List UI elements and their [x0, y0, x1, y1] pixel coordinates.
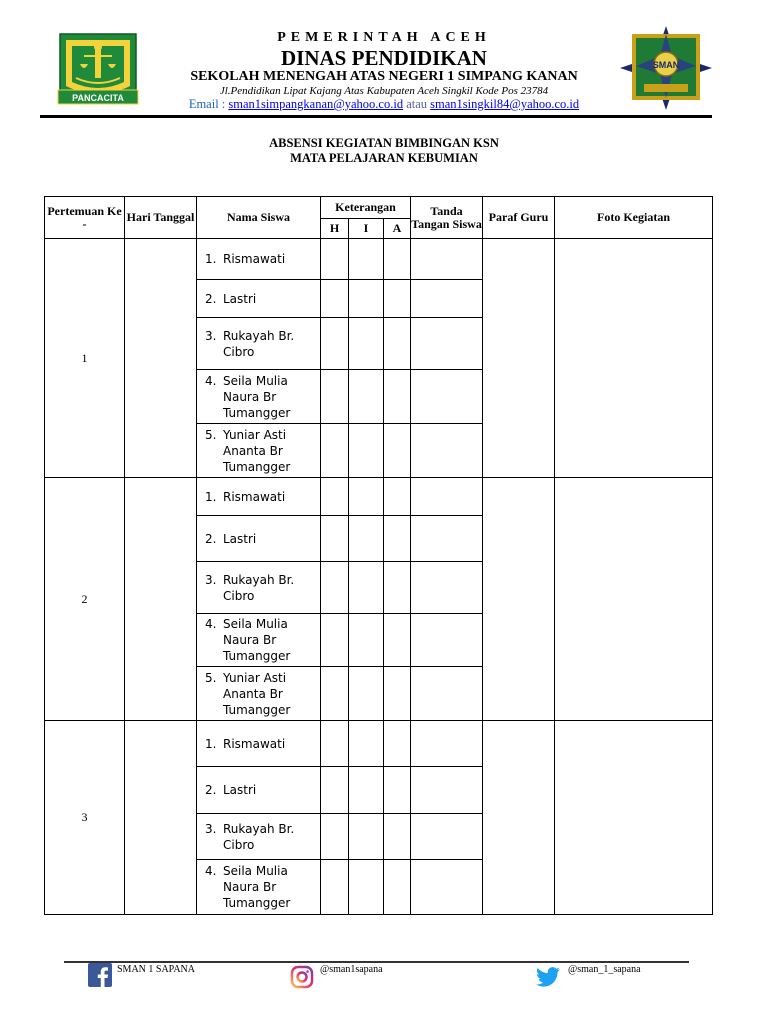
student-name-cell [197, 478, 321, 516]
student-name: Lastri [223, 783, 257, 797]
i-cell[interactable] [349, 280, 384, 318]
pancacita-label: PANCACITA [72, 93, 124, 103]
student-name-cell [197, 767, 321, 814]
i-cell[interactable] [349, 424, 384, 478]
header-student-name: Nama Siswa [197, 197, 321, 239]
student-number: 4. [205, 373, 217, 388]
email-label: Email : [188, 97, 229, 111]
teacher-initial-cell[interactable] [483, 478, 555, 721]
footer-divider [64, 961, 689, 963]
a-cell[interactable] [384, 860, 411, 915]
attendance-body [45, 239, 713, 915]
header-remarks: Keterangan [321, 197, 411, 219]
email-line [0, 97, 768, 112]
a-cell[interactable] [384, 562, 411, 614]
document-subtitle: MATA PELAJARAN KEBUMIAN [290, 151, 478, 165]
a-cell[interactable] [384, 370, 411, 424]
i-cell[interactable] [349, 370, 384, 424]
twitter-handle[interactable]: @sman_1_sapana [568, 964, 641, 975]
student-number: 3. [205, 572, 217, 587]
student-name: Rismawati [223, 489, 286, 504]
signature-cell[interactable] [411, 562, 483, 614]
student-name: Rismawati [223, 736, 286, 751]
h-cell[interactable] [321, 424, 349, 478]
signature-cell[interactable] [411, 814, 483, 860]
signature-cell[interactable] [411, 614, 483, 667]
h-cell[interactable] [321, 721, 349, 767]
h-cell[interactable] [321, 860, 349, 915]
signature-cell[interactable] [411, 318, 483, 370]
header-i: I [349, 219, 384, 239]
i-cell[interactable] [349, 516, 384, 562]
table-row [45, 478, 713, 516]
h-cell[interactable] [321, 667, 349, 721]
email-link-2[interactable]: sman1singkil84@yahoo.co.id [430, 97, 580, 111]
instagram-handle[interactable]: @sman1sapana [320, 964, 383, 975]
student-name: Seila Mulia Naura Br Tumangger [223, 864, 291, 910]
header-h: H [321, 219, 349, 239]
a-cell[interactable] [384, 424, 411, 478]
signature-cell[interactable] [411, 667, 483, 721]
a-cell[interactable] [384, 614, 411, 667]
a-cell[interactable] [384, 478, 411, 516]
day-date-cell[interactable] [125, 239, 197, 478]
teacher-initial-cell[interactable] [483, 239, 555, 478]
meeting-number: 3 [45, 721, 125, 915]
student-name-cell [197, 370, 321, 424]
i-cell[interactable] [349, 814, 384, 860]
header-divider [40, 115, 712, 118]
attendance-table [44, 196, 713, 915]
header-meeting: Pertemuan Ke - [45, 197, 125, 239]
a-cell[interactable] [384, 667, 411, 721]
i-cell[interactable] [349, 562, 384, 614]
facebook-icon[interactable] [88, 963, 112, 987]
instagram-icon[interactable] [290, 965, 314, 989]
student-number: 2. [205, 783, 217, 797]
signature-cell[interactable] [411, 516, 483, 562]
day-date-cell[interactable] [125, 721, 197, 915]
header-signature: Tanda Tangan Siswa [411, 197, 483, 239]
meeting-number: 1 [45, 239, 125, 478]
photo-cell[interactable] [555, 239, 713, 478]
h-cell[interactable] [321, 478, 349, 516]
student-name-cell [197, 516, 321, 562]
a-cell[interactable] [384, 721, 411, 767]
a-cell[interactable] [384, 814, 411, 860]
h-cell[interactable] [321, 562, 349, 614]
student-name-cell [197, 562, 321, 614]
a-cell[interactable] [384, 280, 411, 318]
signature-cell[interactable] [411, 239, 483, 280]
student-name-cell [197, 814, 321, 860]
email-separator: atau [403, 97, 431, 111]
i-cell[interactable] [349, 860, 384, 915]
student-name: Seila Mulia Naura Br Tumangger [223, 617, 291, 663]
signature-cell[interactable] [411, 860, 483, 915]
a-cell[interactable] [384, 516, 411, 562]
student-number: 3. [205, 328, 217, 343]
h-cell[interactable] [321, 370, 349, 424]
h-cell[interactable] [321, 239, 349, 280]
student-name-cell [197, 239, 321, 280]
student-name: Rukayah Br. Cibro [223, 821, 295, 852]
i-cell[interactable] [349, 239, 384, 280]
student-name-cell [197, 614, 321, 667]
department-name: DINAS PENDIDIKAN [281, 46, 487, 70]
meeting-number: 2 [45, 478, 125, 721]
student-name-cell [197, 667, 321, 721]
signature-cell[interactable] [411, 424, 483, 478]
student-number: 5. [205, 427, 217, 442]
document-title: ABSENSI KEGIATAN BIMBINGAN KSN [269, 136, 499, 150]
h-cell[interactable] [321, 280, 349, 318]
header-a: A [384, 219, 411, 239]
student-number: 4. [205, 617, 217, 631]
student-number: 1. [205, 489, 217, 504]
student-name-cell [197, 424, 321, 478]
student-name: Rukayah Br. Cibro [223, 328, 295, 359]
student-name-cell [197, 318, 321, 370]
h-cell[interactable] [321, 614, 349, 667]
student-name: Lastri [223, 291, 257, 306]
student-name-cell [197, 280, 321, 318]
i-cell[interactable] [349, 318, 384, 370]
twitter-icon[interactable] [536, 967, 560, 987]
a-cell[interactable] [384, 767, 411, 814]
government-name: PEMERINTAH ACEH [277, 30, 491, 45]
h-cell[interactable] [321, 318, 349, 370]
student-number: 4. [205, 864, 217, 878]
student-number: 2. [205, 531, 217, 546]
i-cell[interactable] [349, 478, 384, 516]
a-cell[interactable] [384, 239, 411, 280]
student-number: 2. [205, 291, 217, 306]
facebook-handle[interactable]: SMAN 1 SAPANA [117, 964, 195, 975]
header-day-date: Hari Tanggal [125, 197, 197, 239]
h-cell[interactable] [321, 814, 349, 860]
signature-cell[interactable] [411, 478, 483, 516]
student-number: 5. [205, 670, 217, 685]
h-cell[interactable] [321, 767, 349, 814]
student-number: 1. [205, 736, 217, 751]
student-name: Lastri [223, 531, 257, 546]
student-name: Yuniar Asti Ananta Br Tumangger [223, 670, 291, 717]
teacher-initial-cell[interactable] [483, 721, 555, 915]
signature-cell[interactable] [411, 280, 483, 318]
table-row [45, 721, 713, 767]
email-link-1[interactable]: sman1simpangkanan@yahoo.co.id [228, 97, 404, 111]
student-number: 1. [205, 252, 217, 266]
i-cell[interactable] [349, 767, 384, 814]
student-name: Rismawati [223, 252, 286, 266]
a-cell[interactable] [384, 318, 411, 370]
student-name-cell [197, 860, 321, 915]
table-row [45, 239, 713, 280]
day-date-cell[interactable] [125, 478, 197, 721]
signature-cell[interactable] [411, 721, 483, 767]
svg-text:SMAN: SMAN [652, 60, 680, 70]
photo-cell[interactable] [555, 721, 713, 915]
h-cell[interactable] [321, 516, 349, 562]
student-name: Seila Mulia Naura Br Tumangger [223, 373, 291, 420]
i-cell[interactable] [349, 614, 384, 667]
student-name-cell [197, 721, 321, 767]
i-cell[interactable] [349, 721, 384, 767]
student-number: 3. [205, 821, 217, 836]
school-address: Jl.Pendidikan Lipat Kajang Atas Kabupaten Aceh Singkil Kode Pos 23784 [219, 85, 549, 97]
school-name: SEKOLAH MENENGAH ATAS NEGERI 1 SIMPANG KANAN [190, 69, 578, 84]
student-name: Yuniar Asti Ananta Br Tumangger [223, 427, 291, 474]
header-photo: Foto Kegiatan [555, 197, 713, 239]
i-cell[interactable] [349, 667, 384, 721]
signature-cell[interactable] [411, 370, 483, 424]
student-name: Rukayah Br. Cibro [223, 572, 295, 603]
signature-cell[interactable] [411, 767, 483, 814]
photo-cell[interactable] [555, 478, 713, 721]
header-teacher-initial: Paraf Guru [483, 197, 555, 239]
